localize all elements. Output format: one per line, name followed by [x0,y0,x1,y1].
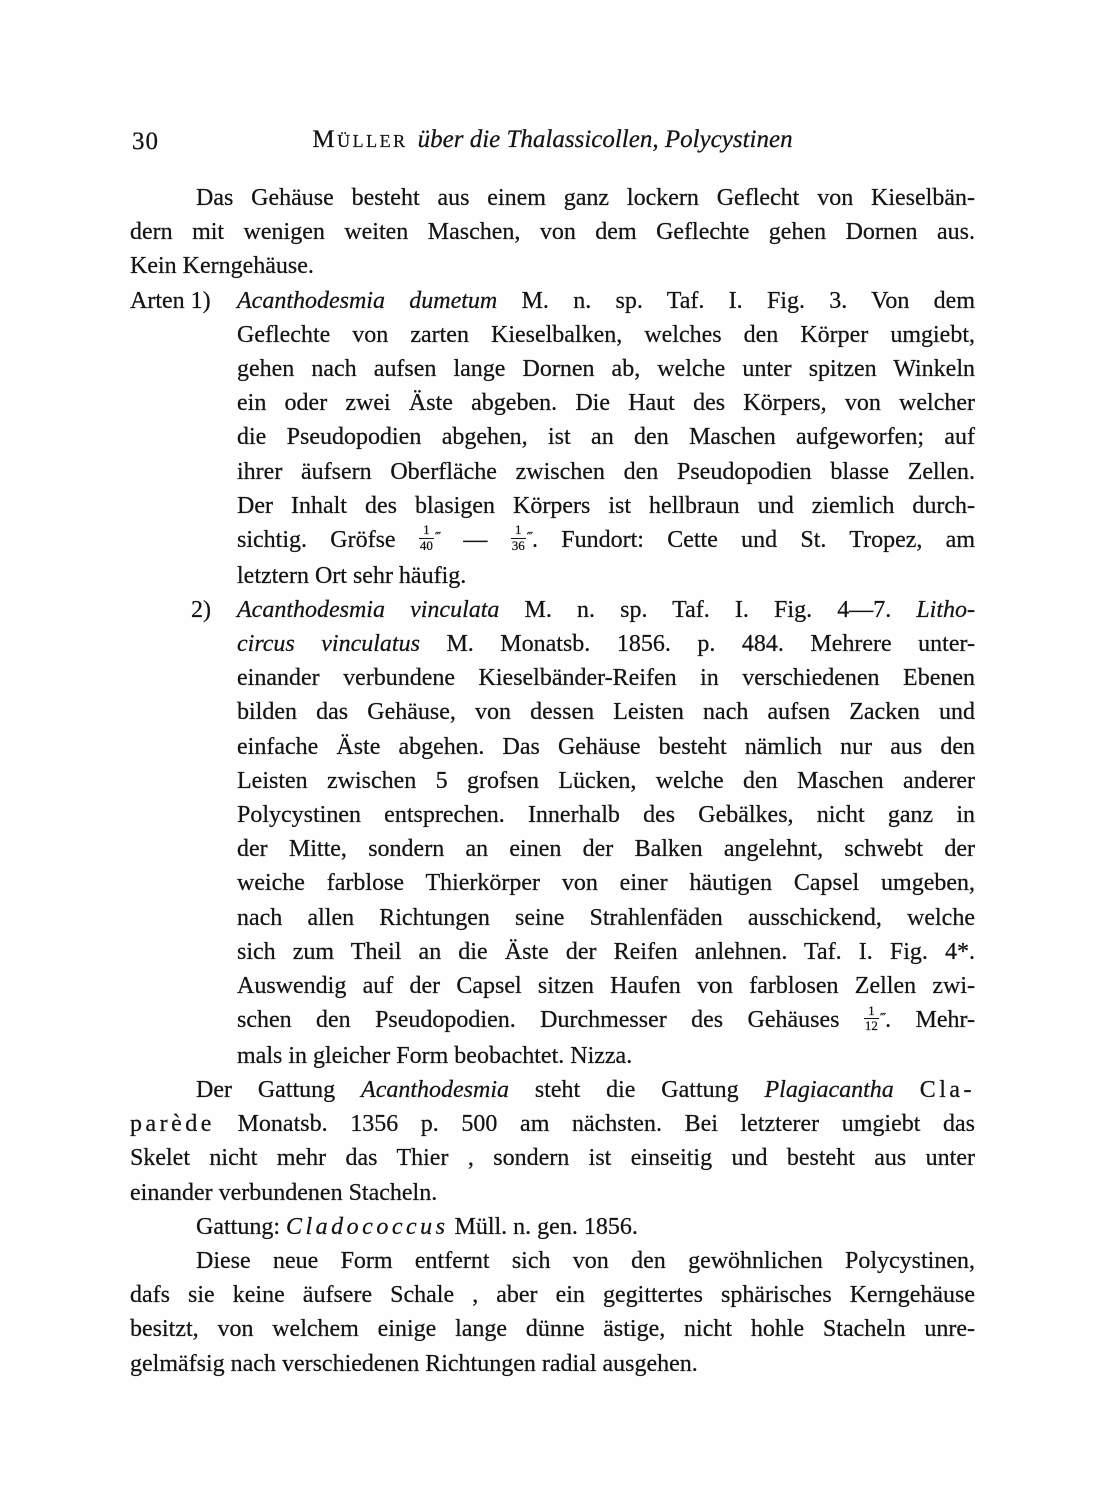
text-line [237,559,975,593]
text-segment: Geflechte von zarten Kieselbalken, welches den Körper umgiebt, [237,321,975,348]
text-segment: Polycystinen entsprechen. Innerhalb des Gebälkes, nicht ganz in [237,802,975,829]
text-segment: Der Gattung [196,1077,362,1104]
text-segment: besitzt, von welchem einige lange dünne ästige, nicht hohle Stacheln unre- [130,1316,975,1343]
text-line [237,455,975,489]
text-segment: dafs sie keine äufsere Schale , aber ein gegittertes sphärisches Kerngehäuse [130,1282,975,1309]
text-line [130,1107,975,1141]
running-header [130,126,975,162]
text-line [191,593,976,627]
text-line [237,661,975,695]
text-segment: Kein Kerngehäuse. [130,253,314,280]
taxon-name: Acanthodesmia vinculata [237,596,500,623]
text-segment: der Mitte, sondern an einen der Balken angelehnt, schwebt der [237,836,975,863]
taxon-name: Acanthodesmia [361,1077,510,1104]
text-segment: Gattung: [196,1213,286,1240]
text-line [130,1176,975,1210]
taxon-name: Acanthodesmia dumetum [237,287,498,314]
text-line [237,969,975,1003]
text-line [130,1312,975,1346]
text-segment: gelmäfsig nach verschiedenen Richtungen radial ausgehen. [130,1350,698,1377]
text-line [237,352,975,386]
text-line [130,215,975,249]
text-line [130,1210,975,1244]
text-segment: Der Inhalt des blasigen Körpers ist hellbraun und ziemlich durch- [237,492,975,519]
text-segment: M. n. sp. Taf. I. Fig. 3. Von dem [497,287,975,314]
taxon-name: circus vinculatus [237,631,420,658]
fraction-numerator: 1 [868,1002,875,1018]
text-segment: Müll. n. gen. 1856. [448,1213,638,1240]
text-segment: M. Monatsb. 1856. p. 484. Mehrere unter- [419,631,975,658]
stacked-fraction [511,523,532,557]
text-segment: gehen nach aufsen lange Dornen ab, welche unter spitzen Winkeln [237,356,975,383]
text-segment: weiche farblose Thierkörper von einer häutigen Capsel umgeben, [237,870,975,897]
list-item-marker: 2) [191,596,211,623]
text-segment: . Fundort: Cette und St. Tropez, am [531,527,975,554]
text-line [237,318,975,352]
taxon-name: Plagiacantha [764,1077,894,1104]
text-segment: Auswendig auf der Capsel sitzen Haufen von farblosen Zellen zwi- [237,973,975,1000]
taxon-name: Cladococcus [286,1213,449,1240]
text-segment: Cla- [919,1077,976,1104]
text-segment: einander verbundenen Stacheln. [130,1179,438,1206]
text-line [130,1278,975,1312]
text-segment: bilden das Gehäuse, von dessen Leisten nach aufsen Zacken und [237,699,975,726]
text-segment: letztern Ort sehr häufig. [237,562,467,589]
page-number: 30 [132,128,159,155]
list-item-marker: Arten 1) [130,287,211,314]
header-title: über die Thalassicollen, Polycystinen [417,126,793,153]
header-author: Müller [312,126,408,153]
prime-marks: ‴ [434,530,441,545]
text-line [237,420,975,454]
prime-marks: ‴ [879,1010,886,1025]
text-segment: ein oder zwei Äste abgeben. Die Haut des Körpers, von welcher [237,390,975,417]
text-segment: M. n. sp. Taf. I. Fig. 4—7. [499,596,917,623]
text-line [237,1003,975,1039]
text-line [130,1347,975,1381]
text-segment: sichtig. Gröfse [237,527,419,554]
text-line [237,523,975,559]
text-segment: sich zum Theil an die Äste der Reifen anlehnen. Taf. I. Fig. 4*. [237,938,975,965]
text-segment: parède [130,1111,215,1138]
text-segment: Monatsb. 1356 p. 500 am nächsten. Bei letzterer umgiebt das [214,1111,975,1138]
text-segment: Das Gehäuse besteht aus einem ganz lockern Geflecht von Kieselbän- [196,185,975,211]
text-line [130,1073,975,1107]
text-block [130,181,975,1381]
stacked-fraction [864,1004,885,1038]
text-segment: dern mit wenigen weiten Maschen, von dem Geflechte gehen Dornen aus. [130,219,975,246]
running-title [130,126,975,154]
text-line [130,181,975,215]
prime-marks: ‴ [526,530,532,545]
text-line [237,764,975,798]
text-segment: schen den Pseudopodien. Durchmesser des Gehäuses [237,1007,864,1034]
text-line [237,1039,975,1073]
text-line [130,284,975,318]
text-line [237,866,975,900]
text-line [237,489,975,523]
text-segment: steht die Gattung [509,1077,765,1104]
fraction-numerator: 1 [514,522,522,538]
text-line [130,1244,975,1278]
text-line [237,798,975,832]
text-segment: . Mehr- [885,1007,975,1034]
text-line [130,1141,975,1175]
text-segment: nach allen Richtungen seine Strahlenfäden ausschickend, welche [237,904,975,931]
stacked-fraction [419,523,440,557]
text-segment: Skelet nicht mehr das Thier , sondern ist einseitig und besteht aus unter [130,1145,975,1172]
text-line [237,935,975,969]
text-segment: mals in gleicher Form beobachtet. Nizza. [237,1042,633,1069]
text-line [237,386,975,420]
fraction-numerator: 1 [423,522,430,538]
text-segment: Leisten zwischen 5 grofsen Lücken, welche den Maschen anderer [237,767,975,794]
text-segment: einander verbundene Kieselbänder-Reifen in verschiedenen Ebenen [237,665,975,692]
fraction-denominator: 12 [864,1017,878,1033]
text-line [237,730,975,764]
text-line [237,832,975,866]
text-segment: ihrer äufsern Oberfläche zwischen den Pseudopodien blasse Zellen. [237,458,975,485]
taxon-name: Litho- [916,596,976,623]
text-line [237,695,975,729]
text-segment: einfache Äste abgehen. Das Gehäuse besteht nämlich nur aus den [237,733,975,760]
text-segment: die Pseudopodien abgehen, ist an den Maschen aufgeworfen; auf [237,424,975,451]
text-segment: — [440,527,511,554]
text-line [237,627,975,661]
text-segment: Diese neue Form entfernt sich von den gewöhnlichen Polycystinen, [196,1248,975,1275]
fraction-denominator: 40 [419,537,433,553]
fraction-denominator: 36 [511,537,525,553]
text-line [237,901,975,935]
text-line [130,249,975,283]
text-segment [894,1077,920,1103]
